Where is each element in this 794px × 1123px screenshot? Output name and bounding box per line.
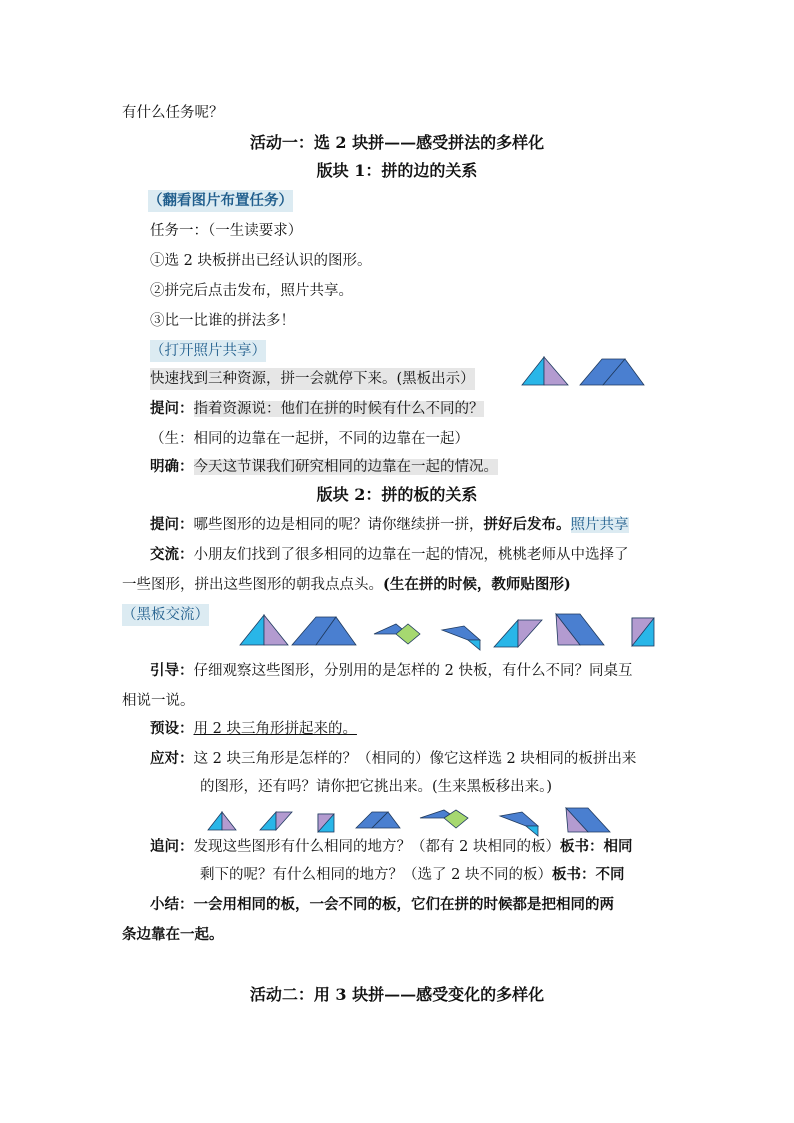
question2-label: 提问：: [150, 516, 194, 533]
section1-title: 版块 1：拼的边的关系: [316, 161, 478, 180]
preset-text: 用 2 块三角形拼起来的。: [193, 721, 357, 737]
ask-row1: [150, 836, 632, 858]
summary-text-2: 条边靠在一起。: [122, 926, 224, 943]
photo-share-note: 照片共享: [570, 517, 629, 533]
exchange-row1: [150, 544, 629, 566]
clarify-text: 今天这节课我们研究相同的边靠在一起的情况。: [193, 459, 498, 475]
violet-triangle-shape: [222, 812, 236, 830]
task-step-2: ②拼完后点击发布，照片共享。: [150, 283, 353, 299]
cyan-small-triangle-shape: [526, 826, 538, 836]
task-step-3: ③比一比谁的拼法多！: [150, 313, 295, 329]
small-shapes-row: [200, 806, 620, 836]
question-label: 提问：: [150, 400, 194, 417]
guide-text-1: 仔细观察这些图形，分别用的是怎样的 2 快板，有什么不同？同桌互: [193, 663, 633, 679]
cyan-triangle-shape: [208, 812, 222, 830]
cyan-small-triangle-shape: [468, 640, 480, 650]
find-three-resources: 快速找到三种资源，拼一会就停下来。(黑板出示）: [150, 368, 475, 390]
exchange-label: 交流：: [150, 546, 194, 563]
note-open-share: （打开照片共享）: [150, 340, 266, 362]
clarify-row: [150, 456, 498, 478]
ask-board-same: 板书：相同: [559, 838, 633, 855]
cyan-triangle-shape: [240, 615, 264, 645]
ask-board-different: 板书：不同: [551, 866, 625, 883]
resource-shapes-row1: [520, 355, 650, 390]
activity1-title: 活动一：选 2 块拼——感受拼法的多样化: [249, 133, 545, 152]
response-text-2: 的图形，还有吗？请你把它挑出来。(生来黑板移出来。): [200, 779, 553, 795]
cyan-triangle-shape-2: [260, 812, 276, 830]
preset-label: 预设：: [150, 720, 194, 737]
ask-row2: [200, 864, 624, 886]
guide-row1: [150, 660, 632, 682]
response-text-1: 这 2 块三角形是怎样的？（相同的）像它这样选 2 块相同的板拼出来: [193, 751, 637, 767]
violet-triangle-shape-2: [276, 812, 292, 830]
exchange-text-1: 小朋友们找到了很多相同的边靠在一起的情况，桃桃老师从中选择了: [193, 547, 629, 563]
response-label: 应对：: [150, 750, 194, 767]
exchange-text-2: 一些图形，拼出这些图形的朝我点点头。: [122, 577, 383, 593]
note-blackboard: （黑板交流）: [122, 604, 209, 626]
question1-row: [150, 398, 484, 420]
ask-text-1: 发现这些图形有什么相同的地方？（都有 2 块相同的板）: [193, 839, 560, 855]
blue-piece-shape: [500, 812, 538, 826]
cyan-triangle-shape: [522, 357, 544, 385]
violet-triangle-shape: [264, 615, 288, 645]
violet-triangle-shape: [544, 357, 568, 385]
section2-title: 版块 2：拼的板的关系: [316, 485, 478, 504]
violet-triangle-shape-2: [518, 620, 542, 647]
preset-row: [150, 718, 357, 740]
cyan-triangle-shape-2: [494, 620, 518, 647]
question2-text: 哪些图形的边是相同的呢？请你继续拼一拼，: [193, 517, 484, 533]
activity2-title: 活动二：用 3 块拼——感受变化的多样化: [249, 985, 545, 1004]
ask-label: 追问：: [150, 838, 194, 855]
question2-row: [150, 514, 629, 536]
blue-piece-shape: [442, 626, 480, 640]
student-answer-1: （生：相同的边靠在一起拼，不同的边靠在一起）: [150, 431, 469, 447]
task1-heading: 任务一：（一生读要求）: [150, 223, 303, 239]
response-row1: [150, 748, 636, 770]
exchange-bold: (生在拼的时候，教师贴图形): [383, 576, 571, 593]
guide-text-2: 相说一说。: [122, 693, 195, 709]
intro-text: 有什么任务呢？: [122, 105, 224, 121]
summary-text-1: 小结：一会用相同的板，一会不同的板，它们在拼的时候都是把相同的两: [150, 896, 614, 913]
note-flip-images: （翻看图片布置任务）: [148, 190, 293, 212]
clarify-label: 明确：: [150, 458, 194, 475]
exchange-row2: [122, 574, 571, 596]
guide-label: 引导：: [150, 662, 194, 679]
question2-bold: 拼好后发布。: [483, 516, 571, 533]
blackboard-shapes-row: [236, 612, 666, 652]
task-step-1: ①选 2 块板拼出已经认识的图形。: [150, 253, 372, 269]
ask-text-2: 剩下的呢？有什么相同的地方？（选了 2 块不同的板）: [200, 867, 552, 883]
question1-text: 指着资源说：他们在拼的时候有什么不同的？: [193, 401, 484, 417]
